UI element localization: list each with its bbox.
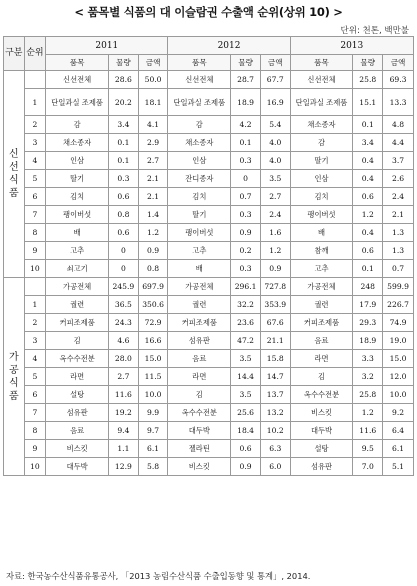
rank-cell: 8 [24,224,46,242]
table-row [4,71,414,89]
amount-cell: 6.3 [260,440,290,458]
rank-cell: 1 [24,89,46,116]
volume-cell: 9.4 [109,422,139,440]
header-amount: 금액 [138,55,168,71]
amount-cell: 10.0 [138,386,168,404]
item-cell: 가공전체 [46,278,109,296]
amount-cell: 4.4 [383,134,414,152]
amount-cell: 11.5 [138,368,168,386]
item-cell: 음료 [168,350,231,368]
amount-cell: 21.1 [260,332,290,350]
item-cell: 신선전체 [168,71,231,89]
volume-cell: 18.4 [231,422,261,440]
item-cell: 비스킷 [290,404,353,422]
source-note: 자료: 한국농수산식품유통공사, 「2013 농림수산식품 수출입동향 및 통계」, 2014. [6,571,311,581]
amount-cell: 0.9 [138,242,168,260]
category-char: 품 [8,390,19,402]
amount-cell: 19.0 [383,332,414,350]
volume-cell: 0.1 [353,260,383,278]
volume-cell: 0.6 [109,224,139,242]
item-cell: 잔디종자 [168,170,231,188]
item-cell: 옥수수전분 [46,350,109,368]
volume-cell: 0.1 [109,152,139,170]
header-volume: 물량 [231,55,261,71]
amount-cell: 13.2 [260,404,290,422]
rank-cell: 10 [24,260,46,278]
item-cell: 채소종자 [290,116,353,134]
category-cell [4,71,25,278]
amount-cell: 2.7 [260,188,290,206]
item-cell: 설탕 [290,440,353,458]
amount-cell: 2.1 [383,206,414,224]
volume-cell: 0.6 [109,188,139,206]
item-cell: 섬유판 [168,332,231,350]
item-cell: 가공전체 [290,278,353,296]
amount-cell: 5.4 [260,116,290,134]
table-row [4,386,414,404]
table-row [4,224,414,242]
rank-cell: 1 [24,296,46,314]
rank-cell [24,278,46,296]
item-cell: 커피조제품 [290,314,353,332]
table-row [4,332,414,350]
amount-cell: 1.3 [383,224,414,242]
item-cell: 팽이버섯 [168,224,231,242]
amount-cell: 6.1 [138,440,168,458]
volume-cell: 7.0 [353,458,383,476]
volume-cell: 245.9 [109,278,139,296]
volume-cell: 15.1 [353,89,383,116]
volume-cell: 0.3 [231,206,261,224]
volume-cell: 12.9 [109,458,139,476]
item-cell: 딸기 [168,206,231,224]
amount-cell: 9.2 [383,404,414,422]
item-cell: 궐련 [46,296,109,314]
item-cell: 라면 [46,368,109,386]
amount-cell: 74.9 [383,314,414,332]
amount-cell: 6.1 [383,440,414,458]
category-cell [4,278,25,476]
table-row [4,350,414,368]
amount-cell: 50.0 [138,71,168,89]
amount-cell: 69.3 [383,71,414,89]
amount-cell: 14.7 [260,368,290,386]
volume-cell: 296.1 [231,278,261,296]
amount-cell: 67.7 [260,71,290,89]
item-cell: 김치 [46,188,109,206]
rank-cell: 6 [24,386,46,404]
rank-cell: 6 [24,188,46,206]
volume-cell: 0.3 [231,260,261,278]
volume-cell: 18.9 [353,332,383,350]
item-cell: 감 [46,116,109,134]
item-cell: 섬유판 [290,458,353,476]
amount-cell: 16.6 [138,332,168,350]
amount-cell: 3.7 [383,152,414,170]
item-cell: 딸기 [290,152,353,170]
item-cell: 신선전체 [290,71,353,89]
volume-cell: 0 [109,260,139,278]
item-cell: 음료 [46,422,109,440]
rank-cell: 3 [24,134,46,152]
rank-cell: 10 [24,458,46,476]
volume-cell: 3.5 [231,386,261,404]
item-cell: 참깨 [290,242,353,260]
item-cell: 궐련 [168,296,231,314]
volume-cell: 29.3 [353,314,383,332]
table-row [4,170,414,188]
item-cell: 딸기 [46,170,109,188]
volume-cell: 0 [231,170,261,188]
volume-cell: 20.2 [109,89,139,116]
rank-cell: 5 [24,170,46,188]
amount-cell: 4.0 [260,152,290,170]
table-row [4,188,414,206]
table-row [4,422,414,440]
volume-cell: 2.7 [109,368,139,386]
item-cell: 고추 [168,242,231,260]
table-row [4,206,414,224]
amount-cell: 1.6 [260,224,290,242]
item-cell: 단일과실 조제품 [168,89,231,116]
amount-cell: 9.9 [138,404,168,422]
volume-cell: 25.8 [353,386,383,404]
item-cell: 비스킷 [168,458,231,476]
volume-cell: 47.2 [231,332,261,350]
rank-cell: 9 [24,242,46,260]
header-year-2011: 2011 [46,37,168,55]
amount-cell: 72.9 [138,314,168,332]
rank-cell: 4 [24,350,46,368]
rank-cell: 7 [24,206,46,224]
item-cell: 대두박 [168,422,231,440]
table-row [4,440,414,458]
table-row [4,152,414,170]
amount-cell: 599.9 [383,278,414,296]
table-row [4,404,414,422]
amount-cell: 350.6 [138,296,168,314]
category-char: 식 [8,175,19,186]
amount-cell: 18.1 [138,89,168,116]
volume-cell: 0.6 [353,188,383,206]
header-year-2013: 2013 [290,37,413,55]
header-amount: 금액 [383,55,414,71]
item-cell: 비스킷 [46,440,109,458]
rank-cell: 4 [24,152,46,170]
item-cell: 단일과실 조제품 [290,89,353,116]
amount-cell: 1.4 [138,206,168,224]
volume-cell: 19.2 [109,404,139,422]
rank-cell: 7 [24,404,46,422]
amount-cell: 3.5 [260,170,290,188]
header-item: 품목 [168,55,231,71]
amount-cell: 67.6 [260,314,290,332]
item-cell: 고추 [290,260,353,278]
amount-cell: 9.7 [138,422,168,440]
category-char: 품 [8,188,19,199]
item-cell: 쇠고기 [46,260,109,278]
amount-cell: 4.8 [383,116,414,134]
category-char: 식 [8,377,19,389]
table-row [4,314,414,332]
volume-cell: 248 [353,278,383,296]
volume-cell: 0.6 [231,440,261,458]
amount-cell: 4.0 [260,134,290,152]
rank-cell: 3 [24,332,46,350]
volume-cell: 24.3 [109,314,139,332]
volume-cell: 0.6 [353,242,383,260]
header-volume: 물량 [109,55,139,71]
amount-cell: 226.7 [383,296,414,314]
table-body [4,71,414,476]
amount-cell: 15.0 [138,350,168,368]
volume-cell: 0.7 [231,188,261,206]
item-cell: 커피조제품 [168,314,231,332]
amount-cell: 2.1 [138,170,168,188]
amount-cell: 15.8 [260,350,290,368]
volume-cell: 0.1 [109,134,139,152]
volume-cell: 0.2 [231,242,261,260]
header-rank: 순위 [24,37,46,71]
volume-cell: 11.6 [109,386,139,404]
table-row [4,134,414,152]
volume-cell: 25.8 [353,71,383,89]
volume-cell: 0.3 [109,170,139,188]
table-row [4,296,414,314]
amount-cell: 2.6 [383,170,414,188]
volume-cell: 9.5 [353,440,383,458]
amount-cell: 10.2 [260,422,290,440]
volume-cell: 4.2 [231,116,261,134]
volume-cell: 36.5 [109,296,139,314]
item-cell: 젤라틴 [168,440,231,458]
volume-cell: 3.4 [109,116,139,134]
header-item: 품목 [46,55,109,71]
item-cell: 인삼 [46,152,109,170]
rank-cell [24,71,46,89]
item-cell: 신선전체 [46,71,109,89]
volume-cell: 25.6 [231,404,261,422]
volume-cell: 0.9 [231,224,261,242]
amount-cell: 6.0 [260,458,290,476]
amount-cell: 1.2 [260,242,290,260]
volume-cell: 0.4 [353,152,383,170]
volume-cell: 3.3 [353,350,383,368]
item-cell: 인삼 [168,152,231,170]
item-cell: 인삼 [290,170,353,188]
item-cell: 설탕 [46,386,109,404]
amount-cell: 0.7 [383,260,414,278]
amount-cell: 13.7 [260,386,290,404]
item-cell: 배 [46,224,109,242]
item-cell: 감 [290,134,353,152]
item-cell: 고추 [46,242,109,260]
volume-cell: 0.8 [109,206,139,224]
table-row [4,242,414,260]
item-cell: 채소종자 [168,134,231,152]
item-cell: 커피조제품 [46,314,109,332]
amount-cell: 5.1 [383,458,414,476]
volume-cell: 4.6 [109,332,139,350]
amount-cell: 727.8 [260,278,290,296]
category-char: 공 [8,364,19,376]
item-cell: 김 [46,332,109,350]
item-cell: 김 [290,368,353,386]
volume-cell: 0 [109,242,139,260]
item-cell: 대두박 [46,458,109,476]
item-cell: 대두박 [290,422,353,440]
table-row [4,368,414,386]
amount-cell: 15.0 [383,350,414,368]
amount-cell: 5.8 [138,458,168,476]
item-cell: 감 [168,116,231,134]
table-row [4,278,414,296]
volume-cell: 18.9 [231,89,261,116]
amount-cell: 16.9 [260,89,290,116]
item-cell: 옥수수전분 [168,404,231,422]
rank-cell: 2 [24,314,46,332]
item-cell: 옥수수전분 [290,386,353,404]
amount-cell: 2.1 [138,188,168,206]
item-cell: 라면 [290,350,353,368]
amount-cell: 12.0 [383,368,414,386]
header-year-2012: 2012 [168,37,290,55]
table-row [4,260,414,278]
amount-cell: 2.4 [260,206,290,224]
volume-cell: 1.1 [109,440,139,458]
item-cell: 팽이버섯 [46,206,109,224]
volume-cell: 28.7 [231,71,261,89]
category-char: 가 [8,351,19,363]
item-cell: 배 [290,224,353,242]
table-row [4,116,414,134]
amount-cell: 1.2 [138,224,168,242]
volume-cell: 3.4 [353,134,383,152]
item-cell: 김치 [290,188,353,206]
volume-cell: 23.6 [231,314,261,332]
item-cell: 팽이버섯 [290,206,353,224]
amount-cell: 4.1 [138,116,168,134]
volume-cell: 0.1 [231,134,261,152]
item-cell: 단일과실 조제품 [46,89,109,116]
item-cell: 김 [168,386,231,404]
category-char: 신 [8,149,19,160]
amount-cell: 2.9 [138,134,168,152]
volume-cell: 0.3 [231,152,261,170]
amount-cell: 1.3 [383,242,414,260]
category-char: 선 [8,162,19,173]
volume-cell: 1.2 [353,206,383,224]
volume-cell: 28.0 [109,350,139,368]
volume-cell: 32.2 [231,296,261,314]
header-item: 품목 [290,55,353,71]
table-row [4,89,414,116]
item-cell: 배 [168,260,231,278]
header-volume: 물량 [353,55,383,71]
volume-cell: 11.6 [353,422,383,440]
rank-cell: 2 [24,116,46,134]
table-title: < 품목별 식품의 대 이슬람권 수출액 순위(상위 10) > [74,5,343,19]
amount-cell: 10.0 [383,386,414,404]
header-category: 구분 [4,37,25,71]
amount-cell: 353.9 [260,296,290,314]
item-cell: 섬유판 [46,404,109,422]
amount-cell: 0.8 [138,260,168,278]
item-cell: 채소종자 [46,134,109,152]
item-cell: 음료 [290,332,353,350]
volume-cell: 14.4 [231,368,261,386]
volume-cell: 0.1 [353,116,383,134]
volume-cell: 0.4 [353,170,383,188]
amount-cell: 6.4 [383,422,414,440]
rank-cell: 9 [24,440,46,458]
amount-cell: 2.4 [383,188,414,206]
item-cell: 궐련 [290,296,353,314]
export-ranking-table [3,36,414,476]
volume-cell: 3.5 [231,350,261,368]
volume-cell: 0.9 [231,458,261,476]
table-row [4,458,414,476]
unit-label: 단위: 천톤, 백만불 [340,26,409,36]
amount-cell: 2.7 [138,152,168,170]
rank-cell: 5 [24,368,46,386]
item-cell: 라면 [168,368,231,386]
rank-cell: 8 [24,422,46,440]
header-amount: 금액 [260,55,290,71]
volume-cell: 28.6 [109,71,139,89]
item-cell: 가공전체 [168,278,231,296]
volume-cell: 0.4 [353,224,383,242]
volume-cell: 3.2 [353,368,383,386]
volume-cell: 1.2 [353,404,383,422]
volume-cell: 17.9 [353,296,383,314]
amount-cell: 13.3 [383,89,414,116]
amount-cell: 0.9 [260,260,290,278]
item-cell: 김치 [168,188,231,206]
amount-cell: 697.9 [138,278,168,296]
